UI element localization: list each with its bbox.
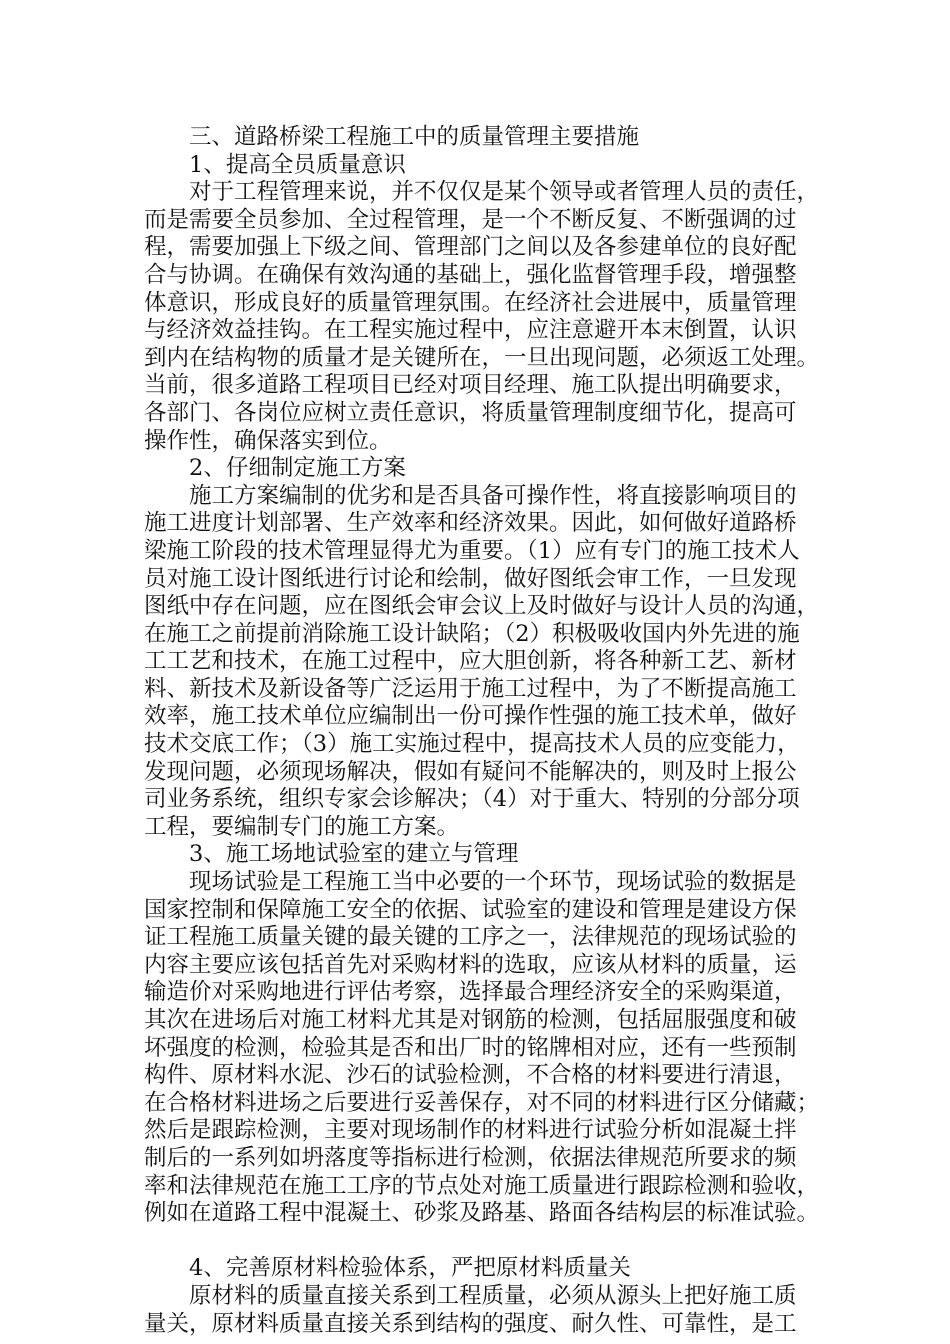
paragraph-line: 当前，很多道路工程项目已经对项目经理、施工队提出明确要求， [144, 372, 797, 399]
paragraph-line: 例如在道路工程中混凝土、砂浆及路基、路面各结构层的标准试验。 [144, 1200, 820, 1227]
paragraph-line: 施工方案编制的优劣和是否具备可操作性，将直接影响项目的 [189, 482, 797, 509]
paragraph-line: 图纸中存在问题，应在图纸会审会议上及时做好与设计人员的沟通， [144, 593, 820, 620]
paragraph-line: 国家控制和保障施工安全的依据、试验室的建设和管理是建设方保 [144, 896, 797, 923]
paragraph-line: 内容主要应该包括首先对采购材料的选取，应该从材料的质量，运 [144, 951, 797, 978]
paragraph-line: 司业务系统，组织专家会诊解决；（4）对于重大、特别的分部分项 [144, 786, 800, 813]
paragraph-line: 然后是跟踪检测，主要对现场制作的材料进行试验分析如混凝土拌 [144, 1117, 797, 1144]
paragraph-line: 其次在进场后对施工材料尤其是对钢筋的检测，包括屈服强度和破 [144, 1007, 797, 1033]
paragraph-line: 工程，要编制专门的施工方案。 [144, 813, 460, 840]
paragraph-line: 率和法律规范在施工工序的节点处对施工质量进行跟踪检测和验收， [144, 1172, 820, 1199]
paragraph-line: 料、新技术及新设备等广泛运用于施工过程中，为了不断提高施工 [144, 675, 797, 702]
paragraph-line: 与经济效益挂钩。在工程实施过程中，应注意避开本末倒置，认识 [144, 317, 797, 344]
section-title: 3、施工场地试验室的建立与管理 [189, 841, 519, 868]
paragraph-line: 而是需要全员参加、全过程管理，是一个不断反复、不断强调的过 [144, 206, 797, 233]
paragraph-line: 效率，施工技术单位应编制出一份可操作性强的施工技术单，做好 [144, 703, 797, 730]
paragraph-line: 发现问题，必须现场解决，假如有疑问不能解决的，则及时上报公 [144, 758, 797, 785]
paragraph-line: 证工程施工质量关键的最关键的工序之一，法律规范的现场试验的 [144, 924, 797, 951]
paragraph-line: 员对施工设计图纸进行讨论和绘制，做好图纸会审工作，一旦发现 [144, 565, 797, 592]
paragraph-line: 程，需要加强上下级之间、管理部门之间以及各参建单位的良好配 [144, 234, 797, 261]
paragraph-line: 原材料的质量直接关系到工程质量，必须从源头上把好施工质 [189, 1282, 797, 1309]
paragraph-line: 体意识，形成良好的质量管理氛围。在经济社会进展中，质量管理 [144, 289, 797, 316]
section-title: 4、完善原材料检验体系，严把原材料质量关 [189, 1255, 631, 1282]
document-body [144, 124, 820, 1338]
paragraph-line: 量关，原材料质量直接关系到结构的强度、耐久性、可靠性，是工 [144, 1310, 797, 1337]
paragraph-line: 技术交底工作；（3）施工实施过程中，提高技术人员的应变能力， [144, 731, 800, 758]
paragraph-line: 到内在结构物的质量才是关键所在，一旦出现问题，必须返工处理。 [144, 344, 820, 371]
paragraph-line: 坏强度的检测，检验其是否和出厂时的铭牌相对应，还有一些预制 [144, 1034, 797, 1061]
paragraph-line: 各部门、各岗位应树立责任意识，将质量管理制度细节化，提高可 [144, 399, 797, 426]
paragraph-line: 在施工之前提前消除施工设计缺陷；（2）积极吸收国内外先进的施 [144, 620, 800, 647]
section-title: 1、提高全员质量意识 [189, 151, 406, 178]
paragraph-line: 制后的一系列如坍落度等指标进行检测，依据法律规范所要求的频 [144, 1144, 797, 1171]
document-heading: 三、道路桥梁工程施工中的质量管理主要措施 [189, 124, 640, 150]
paragraph-line: 输造价对采购地进行评估考察，选择最合理经济安全的采购渠道， [144, 979, 797, 1006]
paragraph-line: 施工进度计划部署、生产效率和经济效果。因此，如何做好道路桥 [144, 510, 797, 537]
paragraph-line: 在合格材料进场之后要进行妥善保存，对不同的材料进行区分储藏； [144, 1089, 820, 1116]
paragraph-line: 操作性，确保落实到位。 [144, 427, 392, 454]
paragraph-line: 对于工程管理来说，并不仅仅是某个领导或者管理人员的责任， [189, 179, 820, 206]
paragraph-line: 梁施工阶段的技术管理显得尤为重要。（1）应有专门的施工技术人 [144, 537, 800, 564]
section-title: 2、仔细制定施工方案 [189, 455, 406, 482]
blank-line [144, 1228, 816, 1256]
paragraph-line: 工工艺和技术，在施工过程中，应大胆创新，将各种新工艺、新材 [144, 648, 797, 675]
paragraph-line: 构件、原材料水泥、沙石的试验检测，不合格的材料要进行清退， [144, 1062, 797, 1089]
paragraph-line: 合与协调。在确保有效沟通的基础上，强化监督管理手段，增强整 [144, 261, 797, 288]
paragraph-line: 现场试验是工程施工当中必要的一个环节，现场试验的数据是 [189, 869, 797, 896]
